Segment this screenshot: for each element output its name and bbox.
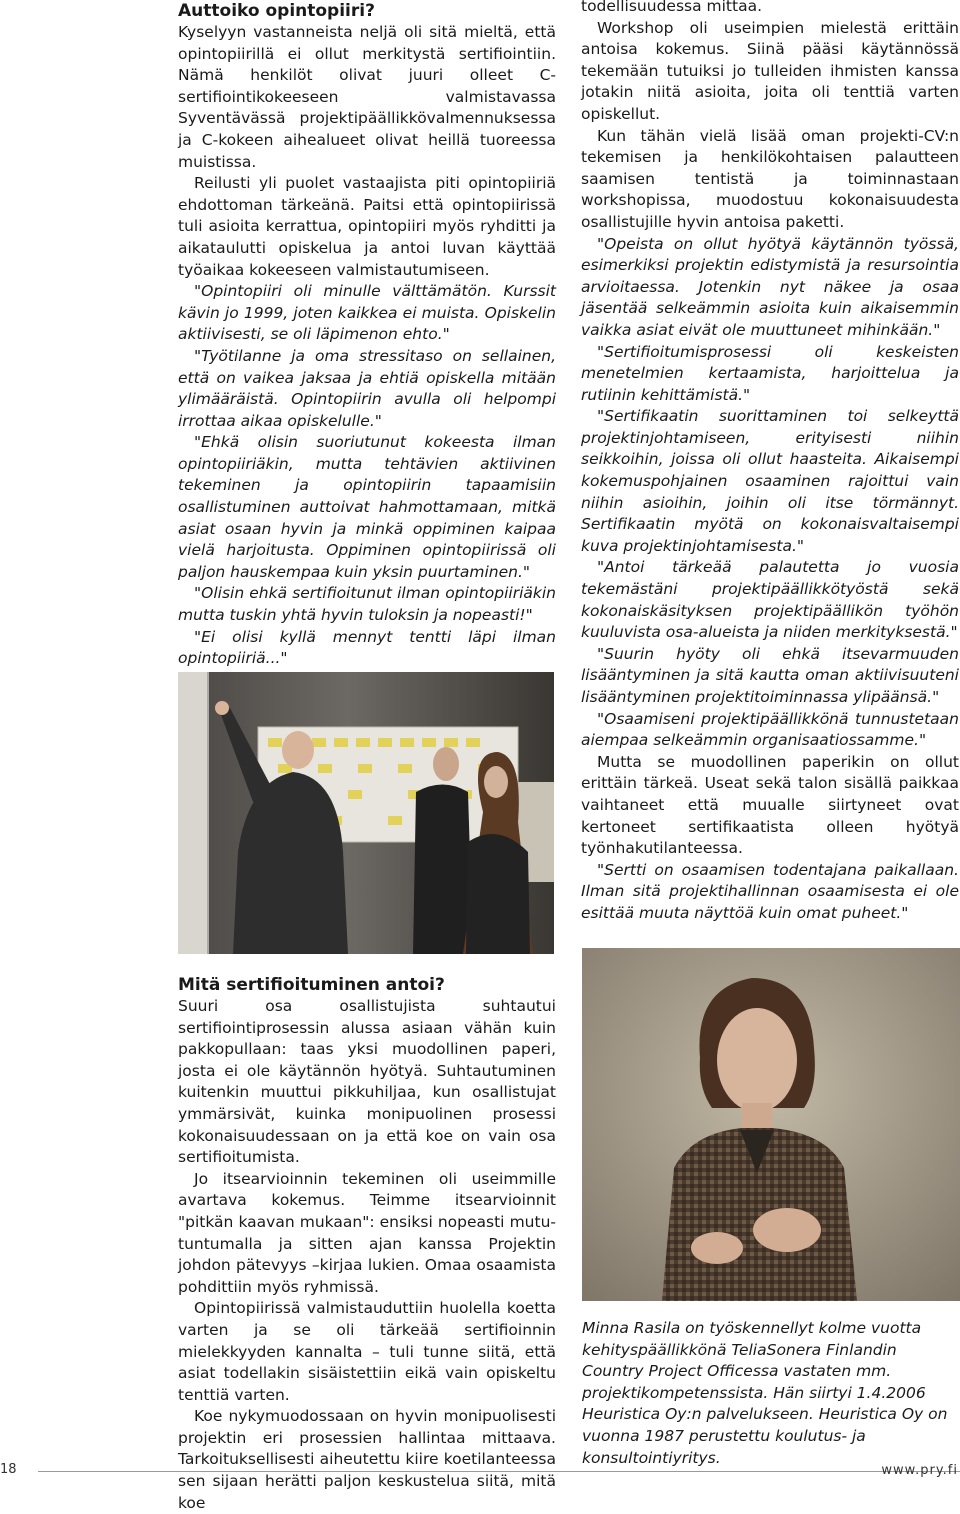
quote: "Sertifikaatin suorittaminen toi selkeyttä projektinjohtamiseen, erityisesti niihin seikkoihin, joissa oli ollut haasteita. Aikaisempi kokemuspohjainen osaaminen rajoittui vain niihin asioihin, joihin oli itse törmännyt. Sertifikaatin myötä on kokonaisvaltaisempi kuva projektinjohtamisesta."	[581, 407, 959, 555]
quote: "Ehkä olisin suoriutunut kokeesta ilman opintopiiriäkin, mutta tehtävien aktiivinen tekeminen ja opintopiirin tapaamisiin osallistuminen auttoivat hahmottamaan, mitkä asiat osaan hyvin ja minkä oppiminen kaipaa vielä harjoitusta. Oppiminen opintopiirissä oli paljon hauskempaa kuin yksin puurtaminen."	[178, 433, 556, 581]
quote: "Antoi tärkeää palautetta jo vuosia tekemästäni projektipäällikkötyöstä sekä kokonaiskäsityksen projektipäällikön työhön kuuluvista osa-alueista ja niiden merkityksestä."	[581, 558, 959, 642]
workshop-photo	[178, 672, 554, 954]
article-column-left-top	[178, 0, 556, 670]
paragraph: Kun tähän vielä lisää oman projekti-CV:n tekemisen ja henkilökohtaisen palautteen saamisen tentistä ja toiminnastaan workshopissa, muodostuu kokonaisuudesta osallistujille hyvin antoisa paketti.	[581, 126, 959, 231]
website-url: www.pry.fi	[881, 1463, 958, 1478]
paragraph: Jo itsearvioinnin tekeminen oli useimmille avartava kokemus. Teimme itsearvioinnit "pitkän kaavan mukaan": ensiksi nopeasti mutu-tuntumalla ja sitten ajan kanssa Projektin johdon pätevyys –kirjaa lukien. Omaa osaamista pohdittiin myös ryhmissä.	[178, 1169, 556, 1296]
paragraph: todellisuudessa mittaa.	[581, 0, 763, 15]
quote: "Opeista on ollut hyötyä käytännön työssä, esimerkiksi projektin edistymistä ja resursointia arvioitaessa. Jotenkin nyt näkee ja osaa jäsentää selkeämmin asioita kuin aikaisemmin vaikka asiat eivät ole muuttuneet mihinkään."	[581, 234, 959, 339]
paragraph: Workshop oli useimpien mielestä erittäin antoisa kokemus. Siinä pääsi käytännössä tekemään tutuiksi jo tulleiden ihmisten kanssa jotakin niitä asioita, joita oli tenttiä varten opiskellut.	[581, 18, 959, 123]
paragraph: Opintopiirissä valmistauduttiin huolella koetta varten ja se oli tärkeää sertifioinnin mielekkyyden kannalta – tuli tunne siitä, että asiat todellakin sisäistettiin eikä vain opiskeltu tenttiä varten.	[178, 1299, 556, 1404]
quote: "Olisin ehkä sertifioitunut ilman opintopiiriäkin mutta tuskin yhtä hyvin tuloksin ja nopeasti!"	[178, 584, 556, 625]
section-heading: Mitä sertifioituminen antoi?	[178, 975, 445, 995]
portrait-photo	[582, 948, 960, 1301]
paragraph: Kyselyyn vastanneista neljä oli sitä mieltä, että opintopiirillä ei ollut merkitystä sertifiointiin. Nämä henkilöt olivat juuri olleet C-sertifiointikokeeseen valmistavassa Syventävässä projektipäällikkövalmennuksessa ja C-kokeen aihealueet olivat heillä tuoreessa muistissa.	[178, 23, 556, 171]
article-column-right-top	[581, 0, 959, 925]
paragraph: Mutta se muodollinen paperikin on ollut erittäin tärkeä. Useat sekä talon sisällä paikkaa vaihtaneet että muualle siirtyneet ovat kertoneet sertifikaatista olleen hyötyä työnhakutilanteessa.	[581, 752, 959, 858]
paragraph: Suuri osa osallistujista suhtautui sertifiointiprosessin alussa asiaan vähän kuin pakkopullaan: taas yksi muodollinen paperi, josta ei ole käytännön hyötyä. Suhtautuminen kuitenkin muuttui pikkuhiljaa, kun osallistujat ymmärsivät, kuinka monipuolinen prosessi kokonaisuudessaan on ja että koe on vain osa sertifioitumista.	[178, 997, 556, 1167]
quote: "Osaamiseni projektipäällikkönä tunnustetaan aiempaa selkeämmin organisaatiossamme."	[581, 709, 959, 750]
quote: "Sertifioitumisprosessi oli keskeisten menetelmien kertaamista, harjoittelua ja rutiinin kehittämistä."	[581, 342, 959, 404]
quote: "Ei olisi kyllä mennyt tentti läpi ilman opintopiiriä..."	[178, 627, 556, 668]
paragraph: Koe nykymuodossaan on hyvin monipuolisesti projektin eri prosessien hallintaa mittaava. Tarkoituksellisesti aiheutettu kiire koetilanteessa sen sijaan herätti paljon keskustelua siitä, mitä koe	[178, 1407, 556, 1512]
article-column-left-bottom	[178, 974, 556, 1514]
quote: "Työtilanne ja oma stressitaso on sellainen, että on vaikea jaksaa ja ehtiä opiskella mitään ylimääräistä. Opintopiirin avulla oli helpompi irrottaa aikaa opiskelulle."	[178, 346, 556, 430]
quote: "Sertti on osaamisen todentajana paikallaan. Ilman sitä projektihallinnan osaamisesta ei ole esittää muuta näyttöä kuin omat puheet."	[581, 860, 959, 922]
footer-rule	[38, 1471, 960, 1472]
quote: "Suurin hyöty oli ehkä itsevarmuuden lisääntyminen ja sitä kautta oman aktiivisuuteni lisääntyminen projektitoiminnassa ylipäänsä."	[581, 644, 959, 706]
section-heading: Auttoiko opintopiiri?	[178, 1, 375, 21]
page-number: 18	[0, 1462, 17, 1477]
quote: "Opintopiiri oli minulle välttämätön. Kurssit kävin jo 1999, joten kaikkea ei muista. Opiskelin aktiivisesti, se oli läpimenon ehto."	[178, 282, 556, 344]
page-footer	[0, 1460, 960, 1491]
photo-caption	[582, 1318, 954, 1469]
paragraph: Reilusti yli puolet vastaajista piti opintopiiriä ehdottoman tärkeänä. Paitsi että opintopiirissä tuli asioita kerrattua, opintopiiri myös ryhditti ja aikataulutti opiskelua ja antoi luvan käyttää työaikaa kokeeseen valmistautumiseen.	[178, 174, 556, 279]
caption-text: Minna Rasila on työskennellyt kolme vuotta kehityspäällikkönä TeliaSonera Finlandin Country Project Officessa vastaten mm. projektikompetenssista. Hän siirtyi 1.4.2006 Heuristica Oy:n palvelukseen. Heuristica Oy on vuonna 1987 perustettu koulutus- ja konsultointiyritys.	[582, 1319, 948, 1467]
